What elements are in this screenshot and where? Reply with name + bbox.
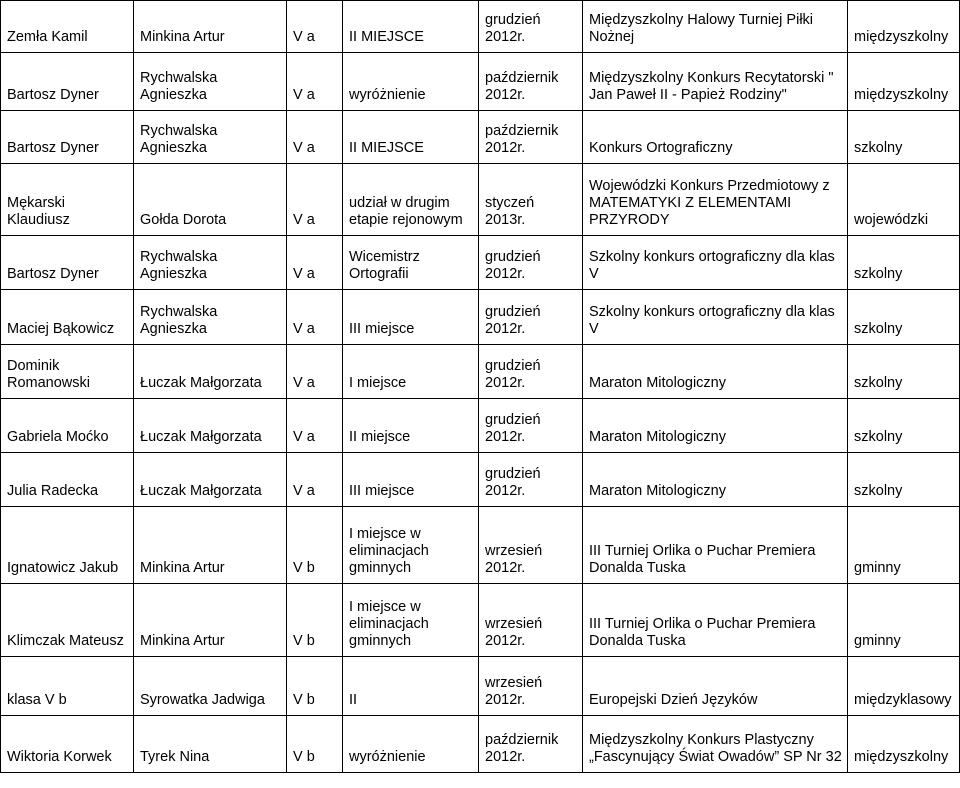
table-row [1, 53, 960, 111]
teacher-cell-text: Minkina Artur [140, 560, 225, 576]
competition-cell-text: MATEMATYKI Z ELEMENTAMI [589, 195, 792, 211]
level-cell [848, 716, 960, 773]
competition-cell [583, 236, 848, 290]
date-cell-text: grudzień [485, 12, 541, 28]
class-cell [287, 53, 343, 111]
level-cell-text: międzyszkolny [854, 29, 949, 45]
teacher-cell-text: Rychwalska [140, 123, 218, 139]
class-cell-text: V a [293, 140, 315, 156]
competition-cell-text: Nożnej [589, 29, 635, 45]
competition-cell-text: Europejski Dzień Języków [589, 692, 758, 708]
date-cell [479, 53, 583, 111]
date-cell-text: grudzień [485, 249, 541, 265]
class-cell [287, 164, 343, 236]
result-cell [343, 53, 479, 111]
date-cell-text: styczeń [485, 195, 535, 211]
student-cell [1, 345, 134, 399]
teacher-cell [134, 657, 287, 716]
competition-cell [583, 657, 848, 716]
competition-cell-text: Szkolny konkurs ortograficzny dla klas V [589, 249, 835, 282]
teacher-cell-text: Agnieszka [140, 266, 207, 282]
teacher-cell-text: Agnieszka [140, 140, 207, 156]
student-cell [1, 290, 134, 345]
student-cell-text: Maciej Bąkowicz [7, 321, 115, 337]
competition-cell [583, 290, 848, 345]
date-cell-text: grudzień [485, 304, 541, 320]
student-cell-text: Romanowski [7, 375, 90, 391]
class-cell-text: V b [293, 560, 315, 576]
result-cell [343, 164, 479, 236]
competition-cell [583, 507, 848, 584]
date-cell-text: 2013r. [485, 212, 526, 228]
teacher-cell [134, 453, 287, 507]
student-cell-text: Dominik [7, 358, 60, 374]
result-cell-text: etapie rejonowym [349, 212, 463, 228]
teacher-cell [134, 716, 287, 773]
level-cell-text: szkolny [854, 266, 903, 282]
table-row [1, 657, 960, 716]
class-cell [287, 716, 343, 773]
level-cell-text: gminny [854, 560, 901, 576]
student-cell [1, 657, 134, 716]
student-cell-text: Wiktoria Korwek [7, 749, 112, 765]
level-cell [848, 53, 960, 111]
class-cell [287, 399, 343, 453]
student-cell [1, 453, 134, 507]
level-cell [848, 290, 960, 345]
result-cell-text: I miejsce w [349, 526, 421, 542]
result-cell-text: wyróżnienie [349, 87, 426, 103]
student-cell-text: klasa V b [7, 692, 67, 708]
date-cell-text: 2012r. [485, 266, 526, 282]
class-cell [287, 453, 343, 507]
student-cell [1, 399, 134, 453]
teacher-cell-text: Łuczak Małgorzata [140, 429, 262, 445]
date-cell-text: 2012r. [485, 692, 526, 708]
class-cell [287, 345, 343, 399]
level-cell [848, 584, 960, 657]
level-cell-text: gminny [854, 633, 901, 649]
date-cell-text: październik [485, 123, 559, 139]
class-cell-text: V b [293, 692, 315, 708]
date-cell [479, 657, 583, 716]
teacher-cell [134, 345, 287, 399]
class-cell-text: V a [293, 483, 315, 499]
result-cell-text: II [349, 692, 358, 708]
teacher-cell-text: Agnieszka [140, 87, 207, 103]
level-cell [848, 507, 960, 584]
level-cell-text: szkolny [854, 321, 903, 337]
table-row [1, 345, 960, 399]
student-cell [1, 236, 134, 290]
table-row [1, 716, 960, 773]
class-cell-text: V a [293, 266, 315, 282]
result-cell [343, 345, 479, 399]
class-cell-text: V a [293, 87, 315, 103]
date-cell [479, 399, 583, 453]
competition-cell-text: Międzyszkolny Halowy Turniej Piłki [589, 12, 814, 28]
result-cell [343, 111, 479, 164]
competition-cell-text: Międzyszkolny Konkurs Plastyczny [589, 732, 814, 748]
teacher-cell-text: Łuczak Małgorzata [140, 483, 262, 499]
teacher-cell [134, 507, 287, 584]
table-row [1, 164, 960, 236]
competition-cell [583, 345, 848, 399]
date-cell [479, 290, 583, 345]
teacher-cell [134, 584, 287, 657]
date-cell-text: wrzesień [485, 543, 543, 559]
level-cell [848, 399, 960, 453]
student-cell-text: Zemła Kamil [7, 29, 88, 45]
competition-cell [583, 453, 848, 507]
level-cell [848, 236, 960, 290]
date-cell [479, 584, 583, 657]
competition-cell [583, 164, 848, 236]
result-cell [343, 716, 479, 773]
date-cell-text: grudzień [485, 466, 541, 482]
student-cell-text: Klimczak Mateusz [7, 633, 124, 649]
date-cell [479, 1, 583, 53]
class-cell [287, 657, 343, 716]
teacher-cell-text: Rychwalska [140, 249, 218, 265]
teacher-cell-text: Minkina Artur [140, 633, 225, 649]
competition-cell-text: PRZYRODY [589, 212, 670, 228]
level-cell [848, 453, 960, 507]
date-cell [479, 345, 583, 399]
level-cell [848, 345, 960, 399]
table-row [1, 584, 960, 657]
student-cell-text: Bartosz Dyner [7, 87, 99, 103]
competition-cell-text: „Fascynujący Świat Owadów” SP Nr 32 [589, 749, 842, 765]
date-cell-text: 2012r. [485, 140, 526, 156]
result-cell [343, 236, 479, 290]
teacher-cell-text: Łuczak Małgorzata [140, 375, 262, 391]
level-cell [848, 164, 960, 236]
competition-cell [583, 111, 848, 164]
competition-cell-text: Donalda Tuska [589, 633, 686, 649]
competition-cell-text: Donalda Tuska [589, 560, 686, 576]
level-cell-text: szkolny [854, 483, 903, 499]
class-cell [287, 236, 343, 290]
result-cell [343, 1, 479, 53]
level-cell-text: międzyklasowy [854, 692, 952, 708]
student-cell-text: Bartosz Dyner [7, 140, 99, 156]
competition-cell-text: Maraton Mitologiczny [589, 375, 726, 391]
class-cell-text: V a [293, 375, 315, 391]
table-row [1, 453, 960, 507]
date-cell-text: 2012r. [485, 375, 526, 391]
class-cell-text: V a [293, 429, 315, 445]
result-cell-text: Ortografii [349, 266, 409, 282]
table-body [1, 1, 960, 773]
class-cell-text: V a [293, 29, 315, 45]
table-row [1, 111, 960, 164]
student-cell-text: Mękarski [7, 195, 66, 211]
competition-cell-text: Wojewódzki Konkurs Przedmiotowy z [589, 178, 830, 194]
result-cell-text: eliminacjach [349, 616, 429, 632]
teacher-cell-text: Rychwalska [140, 304, 218, 320]
class-cell [287, 507, 343, 584]
result-cell-text: gminnych [349, 560, 412, 576]
teacher-cell [134, 399, 287, 453]
date-cell-text: wrzesień [485, 616, 543, 632]
table-row [1, 290, 960, 345]
level-cell [848, 1, 960, 53]
result-cell [343, 584, 479, 657]
teacher-cell [134, 53, 287, 111]
teacher-cell-text: Tyrek Nina [140, 749, 210, 765]
result-cell-text: II MIEJSCE [349, 140, 424, 156]
result-cell-text: Wicemistrz [349, 249, 420, 265]
teacher-cell-text: Gołda Dorota [140, 212, 227, 228]
result-cell [343, 453, 479, 507]
teacher-cell-text: Agnieszka [140, 321, 207, 337]
table-row [1, 399, 960, 453]
date-cell-text: 2012r. [485, 429, 526, 445]
date-cell [479, 111, 583, 164]
class-cell-text: V b [293, 749, 315, 765]
competition-cell [583, 1, 848, 53]
date-cell [479, 453, 583, 507]
student-cell [1, 507, 134, 584]
teacher-cell-text: Rychwalska [140, 70, 218, 86]
level-cell-text: międzyszkolny [854, 87, 949, 103]
result-cell-text: II MIEJSCE [349, 29, 424, 45]
level-cell-text: wojewódzki [854, 212, 929, 228]
class-cell-text: V a [293, 321, 315, 337]
result-cell-text: wyróżnienie [349, 749, 426, 765]
student-cell-text: Klaudiusz [7, 212, 70, 228]
student-cell-text: Julia Radecka [7, 483, 99, 499]
student-cell-text: Bartosz Dyner [7, 266, 99, 282]
student-cell [1, 164, 134, 236]
date-cell-text: 2012r. [485, 560, 526, 576]
result-cell-text: III miejsce [349, 321, 415, 337]
competition-cell-text: Międzyszkolny Konkurs Recytatorski " [589, 70, 834, 86]
date-cell-text: 2012r. [485, 749, 526, 765]
competition-cell-text: III Turniej Orlika o Puchar Premiera [589, 616, 816, 632]
class-cell [287, 111, 343, 164]
date-cell-text: 2012r. [485, 483, 526, 499]
competition-cell-text: Jan Paweł II - Papież Rodziny" [589, 87, 787, 103]
student-cell [1, 111, 134, 164]
date-cell-text: 2012r. [485, 87, 526, 103]
class-cell [287, 1, 343, 53]
level-cell [848, 111, 960, 164]
result-cell-text: II miejsce [349, 429, 411, 445]
competition-cell [583, 53, 848, 111]
level-cell-text: szkolny [854, 375, 903, 391]
competition-cell [583, 584, 848, 657]
student-cell-text: Gabriela Moćko [7, 429, 109, 445]
result-cell-text: eliminacjach [349, 543, 429, 559]
competition-cell [583, 716, 848, 773]
date-cell [479, 236, 583, 290]
result-cell [343, 290, 479, 345]
date-cell [479, 507, 583, 584]
competition-cell-text: Konkurs Ortograficzny [589, 140, 733, 156]
competition-cell-text: III Turniej Orlika o Puchar Premiera [589, 543, 816, 559]
class-cell-text: V a [293, 212, 315, 228]
result-cell-text: I miejsce [349, 375, 407, 391]
teacher-cell-text: Minkina Artur [140, 29, 225, 45]
competition-cell-text: Maraton Mitologiczny [589, 429, 726, 445]
competition-cell-text: Maraton Mitologiczny [589, 483, 726, 499]
date-cell [479, 164, 583, 236]
date-cell-text: październik [485, 732, 559, 748]
teacher-cell-text: Syrowatka Jadwiga [140, 692, 265, 708]
class-cell-text: V b [293, 633, 315, 649]
result-cell-text: III miejsce [349, 483, 415, 499]
teacher-cell [134, 236, 287, 290]
teacher-cell [134, 1, 287, 53]
student-cell [1, 716, 134, 773]
date-cell-text: wrzesień [485, 675, 543, 691]
table-row [1, 1, 960, 53]
result-cell-text: I miejsce w [349, 599, 421, 615]
date-cell-text: 2012r. [485, 633, 526, 649]
student-cell [1, 584, 134, 657]
date-cell-text: 2012r. [485, 321, 526, 337]
student-cell [1, 53, 134, 111]
result-cell [343, 657, 479, 716]
competition-cell [583, 399, 848, 453]
level-cell-text: międzyszkolny [854, 749, 949, 765]
teacher-cell [134, 164, 287, 236]
result-cell [343, 507, 479, 584]
teacher-cell [134, 111, 287, 164]
table-row [1, 236, 960, 290]
date-cell [479, 716, 583, 773]
date-cell-text: 2012r. [485, 29, 526, 45]
student-cell [1, 1, 134, 53]
class-cell [287, 584, 343, 657]
result-cell [343, 399, 479, 453]
result-cell-text: udział w drugim [349, 195, 450, 211]
competition-cell-text: Szkolny konkurs ortograficzny dla klas V [589, 304, 835, 337]
date-cell-text: grudzień [485, 358, 541, 374]
student-cell-text: Ignatowicz Jakub [7, 560, 119, 576]
result-cell-text: gminnych [349, 633, 412, 649]
level-cell-text: szkolny [854, 140, 903, 156]
teacher-cell [134, 290, 287, 345]
level-cell [848, 657, 960, 716]
class-cell [287, 290, 343, 345]
level-cell-text: szkolny [854, 429, 903, 445]
table-row [1, 507, 960, 584]
date-cell-text: grudzień [485, 412, 541, 428]
date-cell-text: październik [485, 70, 559, 86]
